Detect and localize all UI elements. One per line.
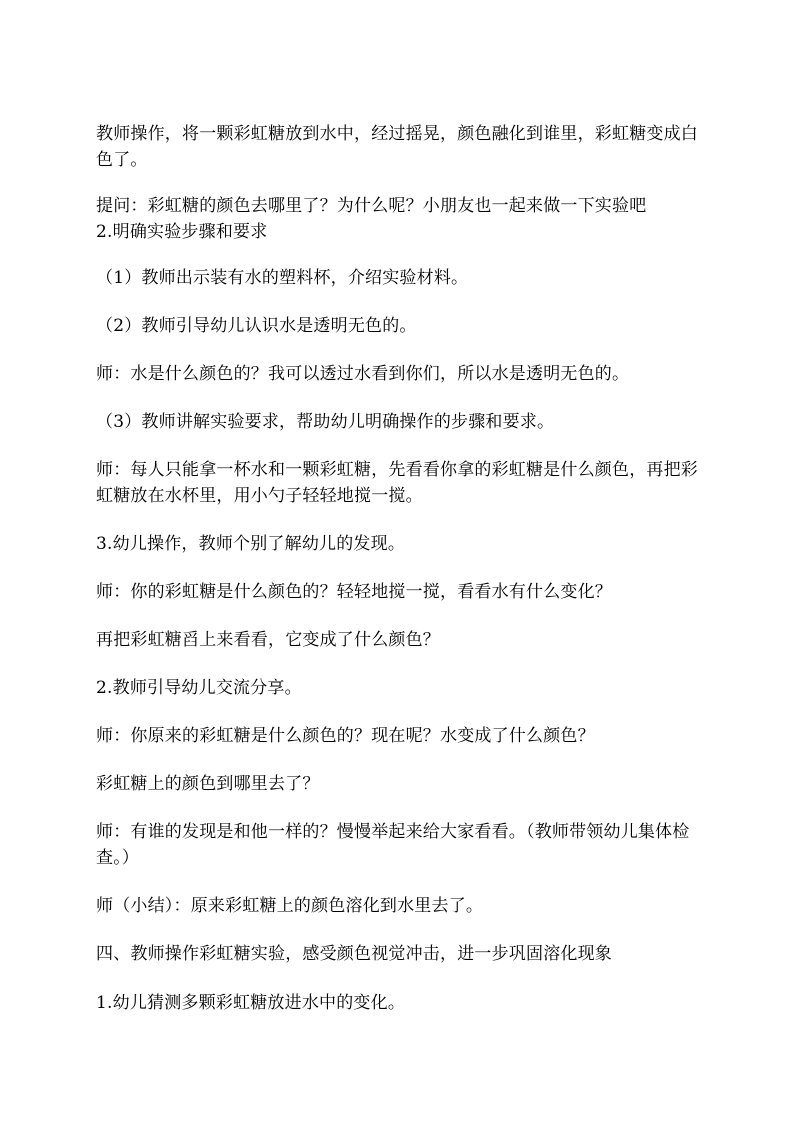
paragraph-teacher-operation: 教师操作，将一颗彩虹糖放到水中，经过摇晃，颜色融化到谁里，彩虹糖变成白色了。 bbox=[96, 124, 698, 170]
paragraph-summary: 师（小结）：原来彩虹糖上的颜色溶化到水里去了。 bbox=[96, 896, 484, 916]
paragraph-step-3: （3）教师讲解实验要求，帮助幼儿明确操作的步骤和要求。 bbox=[96, 412, 555, 432]
heading-share: 2.教师引导幼儿交流分享。 bbox=[96, 678, 302, 698]
heading-experiment-steps: 2.明确实验步骤和要求 bbox=[96, 222, 268, 242]
paragraph-teacher-check: 师：有谁的发现是和他一样的？慢慢举起来给大家看看。（教师带领幼儿集体检查。） bbox=[96, 822, 690, 868]
paragraph-where-color: 彩虹糖上的颜色到哪里去了？ bbox=[96, 774, 320, 794]
paragraph-scoop-up: 再把彩虹糖舀上来看看，它变成了什么颜色？ bbox=[96, 630, 440, 650]
paragraph-question: 提问：彩虹糖的颜色去哪里了？为什么呢？小朋友也一起来做一下实验吧 bbox=[96, 196, 647, 216]
paragraph-teacher-stir: 师：你的彩虹糖是什么颜色的？轻轻地搅一搅，看看水有什么变化？ bbox=[96, 582, 612, 602]
heading-child-operation: 3.幼儿操作，教师个别了解幼儿的发现。 bbox=[96, 534, 406, 554]
heading-section-four: 四、教师操作彩虹糖实验，感受颜色视觉冲击，进一步巩固溶化现象 bbox=[96, 944, 612, 964]
paragraph-teacher-original-color: 师：你原来的彩虹糖是什么颜色的？现在呢？水变成了什么颜色？ bbox=[96, 726, 595, 746]
paragraph-step-1: （1）教师出示装有水的塑料杯，介绍实验材料。 bbox=[96, 268, 469, 288]
paragraph-teacher-instructions: 师：每人只能拿一杯水和一颗彩虹糖，先看看你拿的彩虹糖是什么颜色，再把彩虹糖放在水杯里，用小勺子轻轻地搅一搅。 bbox=[96, 460, 698, 506]
heading-guess-change: 1.幼儿猜测多颗彩虹糖放进水中的变化。 bbox=[96, 993, 406, 1013]
paragraph-step-2: （2）教师引导幼儿认识水是透明无色的。 bbox=[96, 316, 417, 336]
paragraph-teacher-water-color: 师：水是什么颜色的？我可以透过水看到你们，所以水是透明无色的。 bbox=[96, 364, 630, 384]
